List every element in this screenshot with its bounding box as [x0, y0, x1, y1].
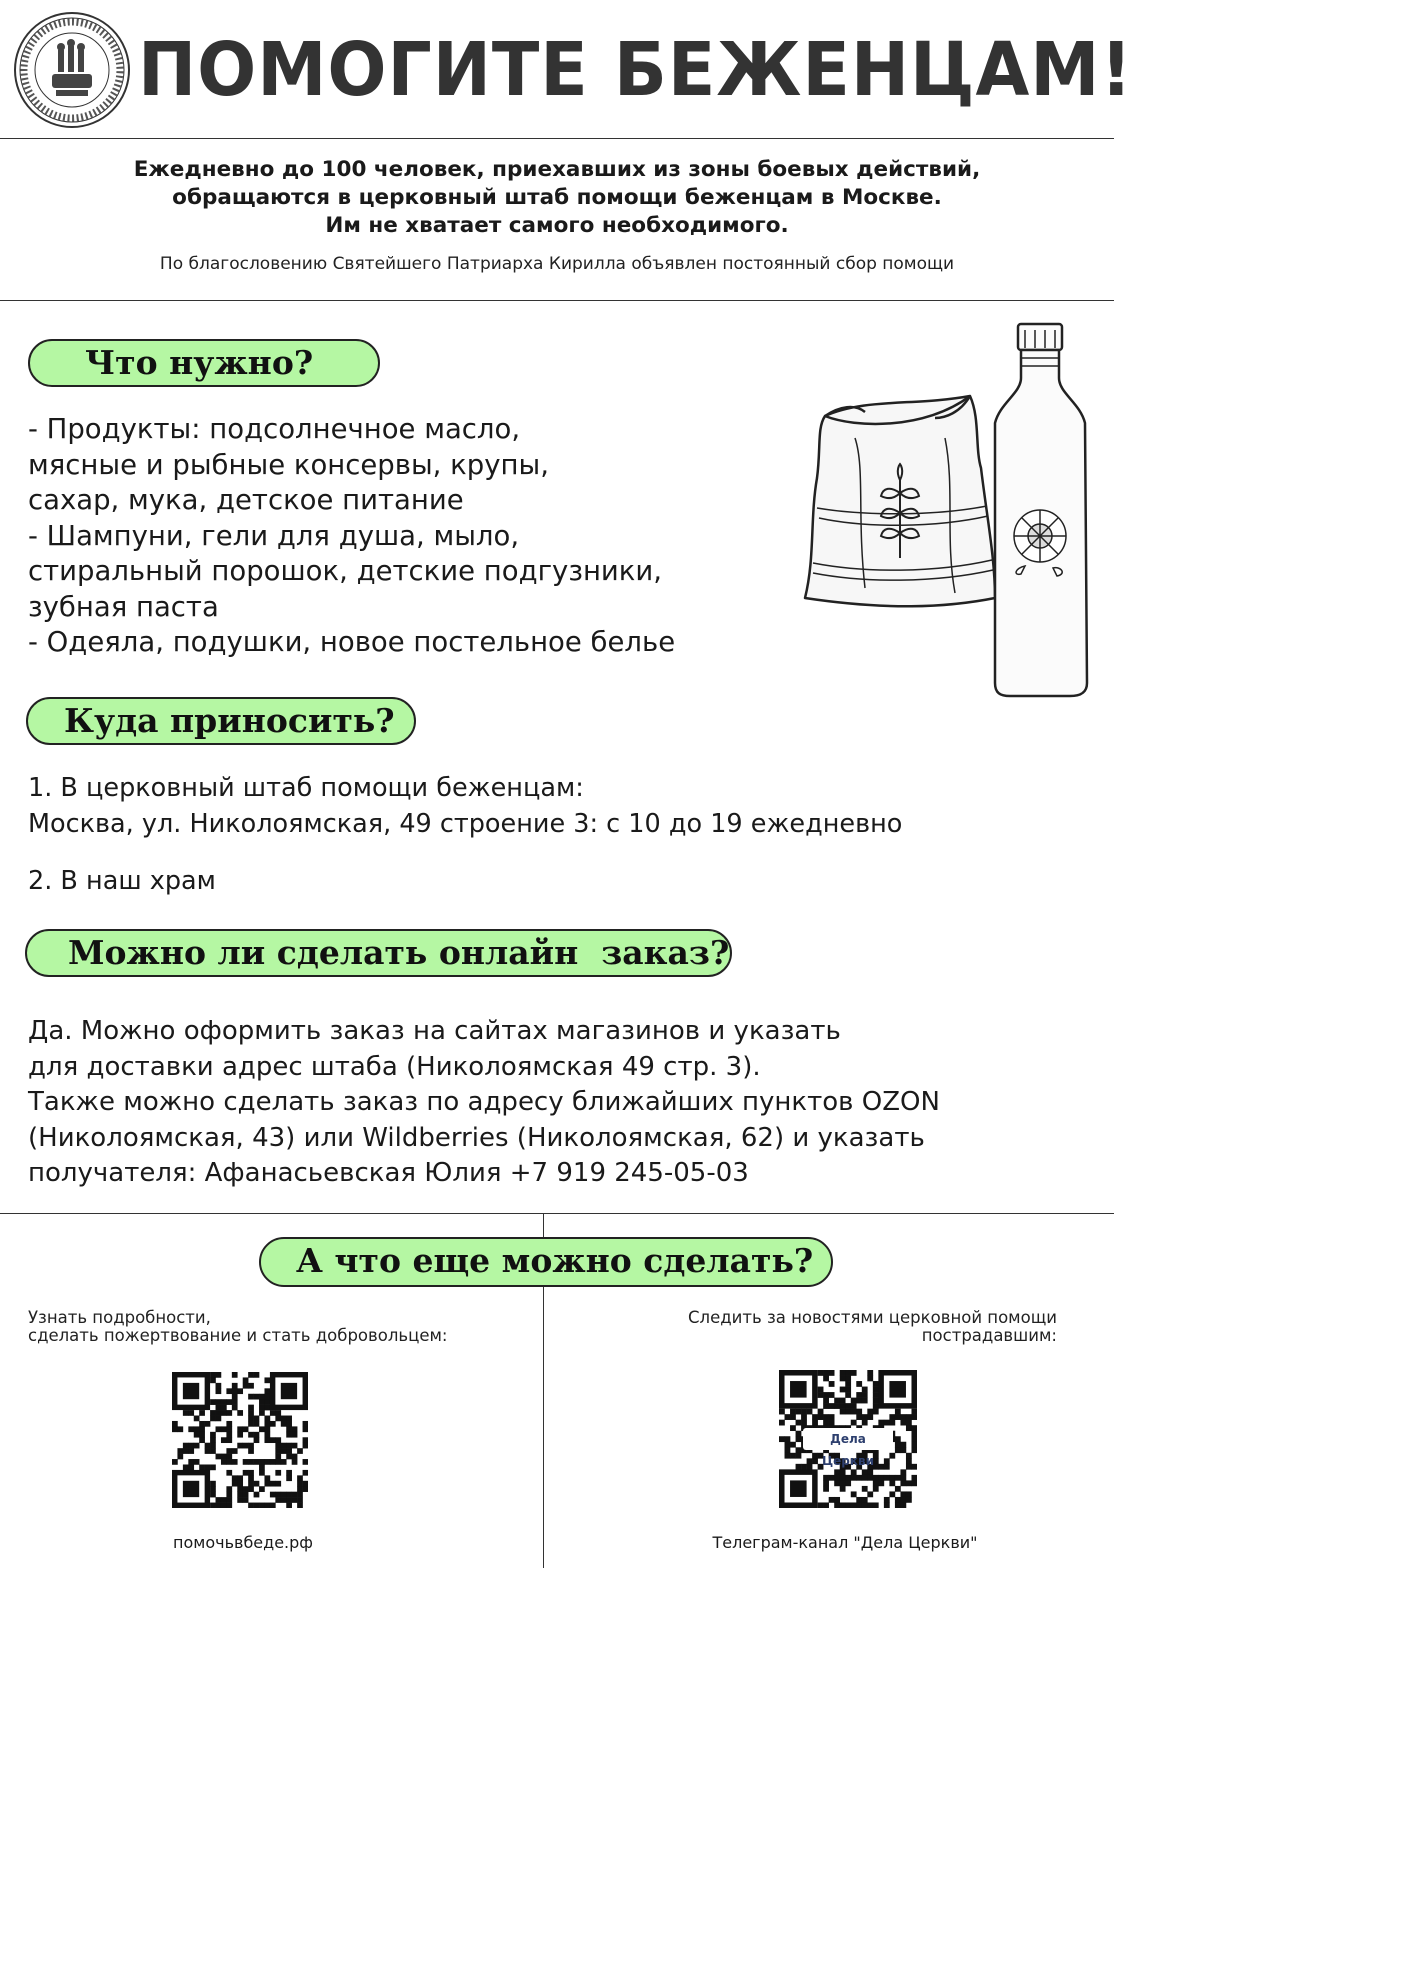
website-caption[interactable]: помочьвбеде.рф — [173, 1533, 313, 1552]
logo-seal — [12, 10, 132, 130]
needs-line: - Продукты: подсолнечное масло, — [28, 413, 521, 445]
needs-line: сахар, мука, детское питание — [28, 484, 464, 516]
where-address — [28, 771, 1028, 842]
heading-what-else: А что еще можно сделать? — [259, 1237, 833, 1287]
sack-and-oil-bottle-illustration — [795, 318, 1095, 703]
divider — [0, 138, 1114, 139]
needs-list — [28, 412, 808, 661]
needs-line: - Одеяла, подушки, новое постельное белье — [28, 626, 676, 658]
page-title: ПОМОГИТЕ БЕЖЕНЦАМ! — [138, 27, 1134, 113]
heading-online-order: Можно ли сделать онлайн заказ? — [25, 929, 732, 977]
telegram-caption[interactable]: Телеграм-канал "Дела Церкви" — [712, 1533, 978, 1552]
left-info-line: сделать пожертвование и стать добровольцем: — [28, 1326, 448, 1345]
where-line: 2. В наш храм — [28, 866, 216, 896]
where-line: Москва, ул. Николоямская, 49 строение 3: с 10 до 19 ежедневно — [28, 808, 903, 839]
needs-line: стиральный порошок, детские подгузники, — [28, 555, 663, 587]
intro-line: обращаются в церковный штаб помощи беженцам в Москве. — [172, 185, 942, 210]
qr-code-telegram[interactable] — [779, 1370, 917, 1508]
intro-line: Ежедневно до 100 человек, приехавших из зоны боевых действий, — [133, 157, 981, 182]
left-info-line: Узнать подробности, — [28, 1308, 211, 1327]
online-line: Да. Можно оформить заказ на сайтах магазинов и указать — [28, 1016, 841, 1046]
online-line: Также можно сделать заказ по адресу ближайших пунктов OZON — [28, 1087, 940, 1117]
divider — [0, 300, 1114, 301]
online-line: для доставки адрес штаба (Николоямская 49 стр. 3). — [28, 1051, 761, 1082]
online-order-text — [28, 1014, 1098, 1192]
online-line: (Николоямская, 43) или Wildberries (Николоямская, 62) и указать — [28, 1122, 925, 1153]
right-info-line: Следить за новостями церковной помощи — [688, 1308, 1057, 1327]
online-line: получателя: Афанасьевская Юлия +7 919 245-05-03 — [28, 1158, 749, 1188]
intro-line: Им не хватает самого необходимого. — [325, 213, 789, 238]
qr-badge-label: Дела Церкви — [803, 1428, 893, 1450]
divider — [0, 1213, 1114, 1214]
needs-line: зубная паста — [28, 590, 219, 623]
blessing-text: По благословению Святейшего Патриарха Кирилла объявлен постоянный сбор помощи — [159, 254, 955, 274]
heading-what-needed: Что нужно? — [28, 339, 380, 387]
where-line: 1. В церковный штаб помощи беженцам: — [28, 773, 584, 803]
right-info — [560, 1309, 1057, 1345]
qr-code-website[interactable] — [172, 1372, 308, 1508]
heading-where-bring: Куда приносить? — [26, 697, 416, 745]
needs-line: - Шампуни, гели для душа, мыло, — [28, 519, 520, 552]
needs-line: мясные и рыбные консервы, крупы, — [28, 448, 549, 481]
left-info — [28, 1309, 528, 1345]
right-info-line: пострадавшим: — [921, 1326, 1057, 1345]
